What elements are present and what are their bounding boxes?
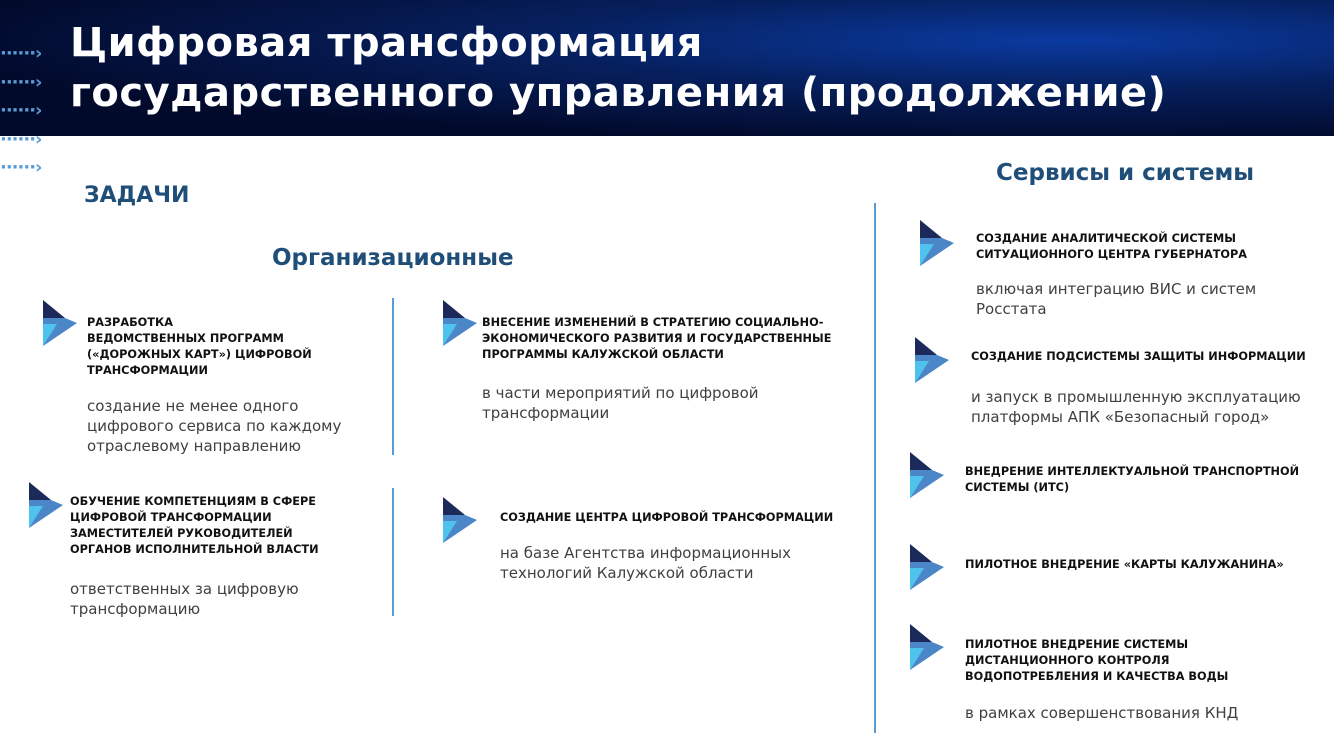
item-title: СОЗДАНИЕ ПОДСИСТЕМЫ ЗАЩИТЫ ИНФОРМАЦИИ [971,350,1306,363]
divider [874,203,876,733]
triangle-bullet-icon [910,452,944,498]
triangle-bullet-icon [29,482,63,528]
title-line-2: государственного управления (продолжение) [70,70,1167,116]
item-description: ответственных за цифровую трансформацию [70,580,299,618]
divider [392,298,394,455]
tasks-heading: ЗАДАЧИ [84,183,190,208]
item-title: РАЗРАБОТКА ВЕДОМСТВЕННЫХ ПРОГРАММ («ДОРОЖНЫХ КАРТ») ЦИФРОВОЙ ТРАНСФОРМАЦИИ [87,316,312,377]
item-description: на базе Агентства информационных технологий Калужской области [500,544,791,582]
item-description: создание не менее одного цифрового сервиса по каждому отраслевому направлению [87,397,342,455]
item-title: ОБУЧЕНИЕ КОМПЕТЕНЦИЯМ В СФЕРЕ ЦИФРОВОЙ ТРАНСФОРМАЦИИ ЗАМЕСТИТЕЛЕЙ РУКОВОДИТЕЛЕЙ ОРГАНОВ ИСПОЛНИТЕЛЬНОЙ ВЛАСТИ [70,495,319,556]
decorative-arrows [0,40,41,183]
triangle-bullet-icon [43,300,77,346]
divider [392,488,394,616]
title-line-1: Цифровая трансформация [70,20,703,66]
dotted-arrow-icon: ······› [0,100,42,121]
item-title: СОЗДАНИЕ АНАЛИТИЧЕСКОЙ СИСТЕМЫ СИТУАЦИОННОГО ЦЕНТРА ГУБЕРНАТОРА [976,232,1248,261]
page-title [70,18,1166,118]
triangle-bullet-icon [915,337,949,383]
dotted-arrow-icon: ······› [0,128,42,150]
item-description: и запуск в промышленную эксплуатацию платформы АПК «Безопасный город» [971,388,1301,426]
item-title: ВНЕДРЕНИЕ ИНТЕЛЛЕКТУАЛЬНОЙ ТРАНСПОРТНОЙ СИСТЕМЫ (ИТС) [965,465,1300,494]
triangle-bullet-icon [443,300,477,346]
services-heading: Сервисы и системы [996,160,1255,186]
dotted-arrow-icon: ······› [0,71,42,93]
item-title: ПИЛОТНОЕ ВНЕДРЕНИЕ «КАРТЫ КАЛУЖАНИНА» [965,558,1284,571]
item-description: в части мероприятий по цифровой трансформации [482,384,759,422]
item-description: включая интеграцию ВИС и систем Росстата [976,280,1257,318]
item-title: ПИЛОТНОЕ ВНЕДРЕНИЕ СИСТЕМЫ ДИСТАНЦИОННОГО КОНТРОЛЯ ВОДОПОТРЕБЛЕНИЯ И КАЧЕСТВА ВОДЫ [965,638,1229,683]
item-description: в рамках совершенствования КНД [965,704,1239,722]
item-title: ВНЕСЕНИЕ ИЗМЕНЕНИЙ В СТРАТЕГИЮ СОЦИАЛЬНО- ЭКОНОМИЧЕСКОГО РАЗВИТИЯ И ГОСУДАРСТВЕННЫЕ ПРОГРАММЫ КАЛУЖСКОЙ ОБЛАСТИ [482,316,832,361]
triangle-bullet-icon [920,220,954,266]
dotted-arrow-icon: ······› [0,43,42,64]
item-title: СОЗДАНИЕ ЦЕНТРА ЦИФРОВОЙ ТРАНСФОРМАЦИИ [500,511,834,524]
triangle-bullet-icon [910,544,944,590]
org-heading: Организационные [272,245,514,271]
dotted-arrow-icon: ······› [0,157,42,178]
triangle-bullet-icon [910,624,944,670]
triangle-bullet-icon [443,497,477,543]
header-banner [0,0,1334,136]
